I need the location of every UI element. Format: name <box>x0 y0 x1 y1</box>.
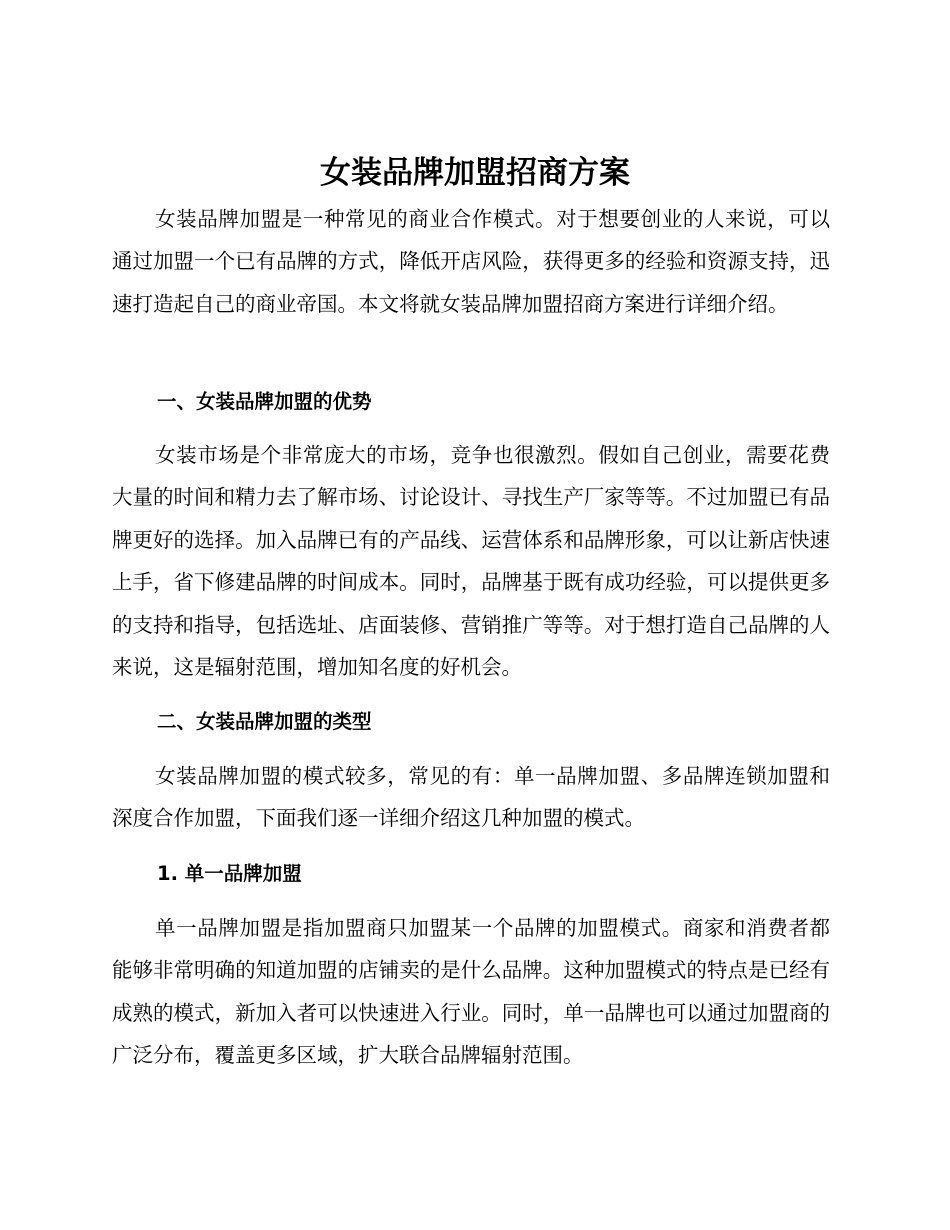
subsection-heading-single-brand: 1. 单一品牌加盟 <box>157 862 302 885</box>
section-body-types: 女装品牌加盟的模式较多，常见的有：单一品牌加盟、多品牌连锁加盟和深度合作加盟，下面我们逐一详细介绍这几种加盟的模式。 <box>112 764 830 831</box>
section-heading-types: 二、女装品牌加盟的类型 <box>157 710 372 733</box>
subsection-body-single-brand: 单一品牌加盟是指加盟商只加盟某一个品牌的加盟模式。商家和消费者都能够非常明确的知道加盟的店铺卖的是什么品牌。这种加盟模式的特点是已经有成熟的模式，新加入者可以快速进入行业。同时，单一品牌也可以通过加盟商的广泛分布，覆盖更多区域，扩大联合品牌辐射范围。 <box>112 916 830 1068</box>
section-body-advantages: 女装市场是个非常庞大的市场，竞争也很激烈。假如自己创业，需要花费大量的时间和精力去了解市场、讨论设计、寻找生产厂家等等。不过加盟已有品牌更好的选择。加入品牌已有的产品线、运营体系和品牌形象，可以让新店快速上手，省下修建品牌的时间成本。同时，品牌基于既有成功经验，可以提供更多的支持和指导，包括选址、店面装修、营销推广等等。对于想打造自己品牌的人来说，这是辐射范围，增加知名度的好机会。 <box>112 443 830 680</box>
document-title: 女装品牌加盟招商方案 <box>320 155 630 191</box>
section-heading-advantages: 一、女装品牌加盟的优势 <box>157 390 372 413</box>
intro-paragraph: 女装品牌加盟是一种常见的商业合作模式。对于想要创业的人来说，可以通过加盟一个已有品牌的方式，降低开店风险，获得更多的经验和资源支持，迅速打造起自己的商业帝国。本文将就女装品牌加盟招商方案进行详细介绍。 <box>112 207 830 316</box>
